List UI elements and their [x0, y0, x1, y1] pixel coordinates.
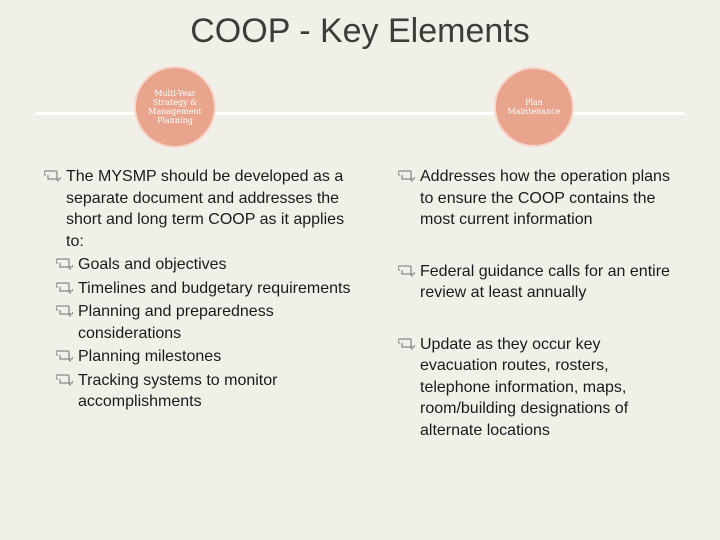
- diagram-circle-label: Multi-Year Strategy & Management Planning: [148, 89, 202, 125]
- list-subitem-text: Planning milestones: [78, 348, 222, 365]
- list-item-text: Update as they occur key evacuation routes, rosters, telephone information, maps, room/building designations of alternate locations: [420, 335, 629, 439]
- list-subitem-text: Planning and preparedness considerations: [78, 303, 274, 342]
- list-item-text: Federal guidance calls for an entire review at least annually: [420, 262, 670, 301]
- list-item: [398, 334, 673, 442]
- scroll-bullet-icon: [398, 263, 415, 277]
- list-subitem-text: Goals and objectives: [78, 256, 227, 273]
- scroll-bullet-icon: [56, 256, 73, 270]
- list-subitem-text: Tracking systems to monitor accomplishments: [78, 371, 278, 410]
- scroll-bullet-icon: [398, 336, 415, 350]
- diagram-circle-maintenance: [494, 67, 574, 147]
- scroll-bullet-icon: [398, 168, 415, 182]
- scroll-bullet-icon: [44, 168, 61, 182]
- list-item-text: Addresses how the operation plans to ensure the COOP contains the most current information: [420, 168, 670, 228]
- diagram-circle-strategy: [134, 66, 216, 148]
- scroll-bullet-icon: [56, 280, 73, 294]
- list-subitem: [44, 301, 354, 344]
- scroll-bullet-icon: [56, 348, 73, 362]
- slide-title: COOP - Key Elements: [190, 12, 530, 50]
- list-subitem: [44, 346, 354, 368]
- list-subitem: [44, 370, 354, 413]
- scroll-bullet-icon: [56, 303, 73, 317]
- scroll-bullet-icon: [56, 372, 73, 386]
- right-column: [398, 166, 673, 441]
- list-subitem: [44, 254, 354, 276]
- list-subitem-text: Timelines and budgetary requirements: [78, 279, 351, 297]
- divider-line: [36, 112, 684, 115]
- list-item: [398, 261, 673, 304]
- list-subitem: [44, 278, 354, 300]
- diagram-circle-label: Plan Maintenance: [507, 98, 561, 116]
- list-item: [44, 166, 354, 252]
- list-item: [398, 166, 673, 231]
- list-item-text: The MYSMP should be developed as a separate document and addresses the short and long term COOP as it applies to:: [66, 168, 345, 250]
- left-column: [44, 166, 354, 413]
